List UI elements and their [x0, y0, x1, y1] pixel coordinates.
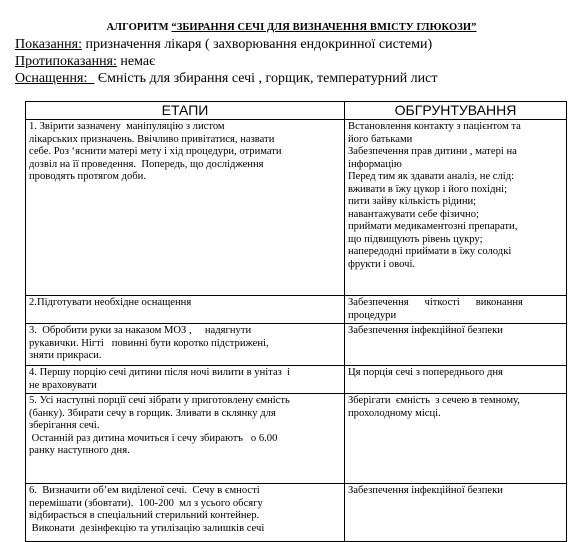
rationale-line: навантажувати себе фізично; — [348, 208, 479, 220]
header-stages: ЕТАПИ — [26, 102, 345, 120]
rationale-line: Зберігати ємність з сечею в темному, — [348, 395, 520, 406]
stage-line: проводять протягом доби. — [29, 171, 146, 182]
header-rationale: ОБГРУНТУВАННЯ — [345, 102, 567, 120]
stage-cell — [26, 484, 345, 542]
rationale-cell — [345, 366, 567, 394]
stage-line: Останній раз дитина мочиться і сечу збираютъ о 6.00 — [29, 432, 278, 444]
title-underlined: “ЗБИРАННЯ СЕЧІ ДЛЯ ВИЗНАЧЕННЯ ВМІСТУ ГЛЮКОЗИ” — [171, 22, 477, 33]
stage-cell — [26, 120, 345, 296]
stage-cell — [26, 366, 345, 394]
stage-line: 3. Обробити руки за наказом МОЗ , надягнути — [29, 325, 252, 336]
contraindications-label: Протипоказання: — [15, 54, 117, 69]
stage-line: 4. Першу порцію сечі дитини після ночі вилити в унітаз і — [29, 367, 291, 378]
table-body — [26, 120, 567, 542]
rationale-cell — [345, 484, 567, 542]
stage-line: не враховувати — [29, 379, 97, 391]
stage-cell — [26, 394, 345, 484]
stage-line: 2.Підготувати необхідне оснащення — [29, 297, 192, 308]
rationale-line: фрукти і овочі. — [348, 258, 416, 270]
stage-line: лікарських призначень. Ввічливо привітатися, назвати — [29, 133, 275, 145]
indications-label: Показання: — [15, 37, 82, 52]
rationale-line: його батьками — [348, 133, 413, 145]
stage-line: 5. Усі наступні порції сечі зібрати у приготовлену ємність — [29, 395, 290, 406]
equipment-label: Оснащення: — [15, 71, 95, 86]
rationale-line: приймати медикаментозні препарати, — [348, 221, 518, 232]
rationale-line: Встановлення контакту з пацієнтом та — [348, 121, 521, 132]
rationale-line: вживати в їжу цукор і його похідні; — [348, 183, 508, 195]
document-title — [0, 22, 583, 33]
stage-line: 6. Визначити об’ем виділеної сечі. Сечу в ємності — [29, 485, 260, 496]
stage-line: зняти прикраси. — [29, 350, 102, 361]
equipment-value: Ємність для збирання сечі , горщик, температурний лист — [94, 71, 438, 86]
rationale-line: процедури — [348, 309, 397, 321]
rationale-cell — [345, 120, 567, 296]
stage-line: (банку). Збирати сечу в горщик. Зливати в склянку для — [29, 407, 276, 419]
stage-cell — [26, 296, 345, 324]
table-row — [26, 324, 567, 366]
stage-line: ранку наступного дня. — [29, 445, 130, 456]
algorithm-table — [25, 101, 567, 542]
stage-line: відбирається в спеціальний стерильний контейнер. — [29, 510, 260, 521]
table-row — [26, 484, 567, 542]
contraindications-line — [15, 53, 155, 70]
rationale-line: прохолодному місці. — [348, 407, 441, 419]
rationale-line: інформацію — [348, 158, 402, 170]
rationale-line: що підвищують рівень цукру; — [348, 233, 483, 245]
equipment-line — [15, 70, 438, 87]
rationale-line: пити зайву кількість рідини; — [348, 196, 477, 207]
rationale-line: напередодні приймати в їжу солодкі — [348, 246, 512, 257]
contraindications-value: немає — [116, 54, 156, 69]
table-row — [26, 394, 567, 484]
stage-line: зберігання сечі. — [29, 420, 100, 431]
stage-line: 1. Звірити зазначену маніпуляцію з листом — [29, 121, 225, 132]
stage-line: себе. Роз ‘яснити матері мету і хід процедури, отримати — [29, 146, 282, 157]
rationale-line: Перед тим як здавати аналіз, не слід: — [348, 171, 515, 182]
stage-line: дозвіл на її проведення. Попередь, що дослідження — [29, 158, 264, 170]
table-row — [26, 366, 567, 394]
title-prefix: АЛГОРИТМ — [106, 22, 172, 33]
rationale-line: Забезпечення прав дитини , матері на — [348, 146, 517, 157]
table-row — [26, 296, 567, 324]
rationale-line: Забезпечення інфекційної безпеки — [348, 485, 503, 496]
indications-value: призначення лікаря ( захворювання ендокринної системи) — [81, 37, 433, 52]
table-row — [26, 120, 567, 296]
rationale-line: Забезпечення чіткості виконання — [348, 297, 523, 308]
rationale-line: Ця порція сечі з попереднього дня — [348, 367, 503, 378]
stage-cell — [26, 324, 345, 366]
rationale-line: Забезпечення інфекційної безпеки — [348, 325, 503, 336]
rationale-cell — [345, 296, 567, 324]
stage-line: перемішати (збовтати). 100-200 мл з усього обсягу — [29, 497, 263, 509]
table-header-row — [26, 102, 567, 120]
stage-line: рукавички. Нігті повинні бути коротко підстрижені, — [29, 337, 269, 349]
indications-line — [15, 36, 432, 53]
rationale-cell — [345, 394, 567, 484]
stage-line: Виконати дезінфекцію та утилізацію залишків сечі — [29, 522, 265, 534]
rationale-cell — [345, 324, 567, 366]
